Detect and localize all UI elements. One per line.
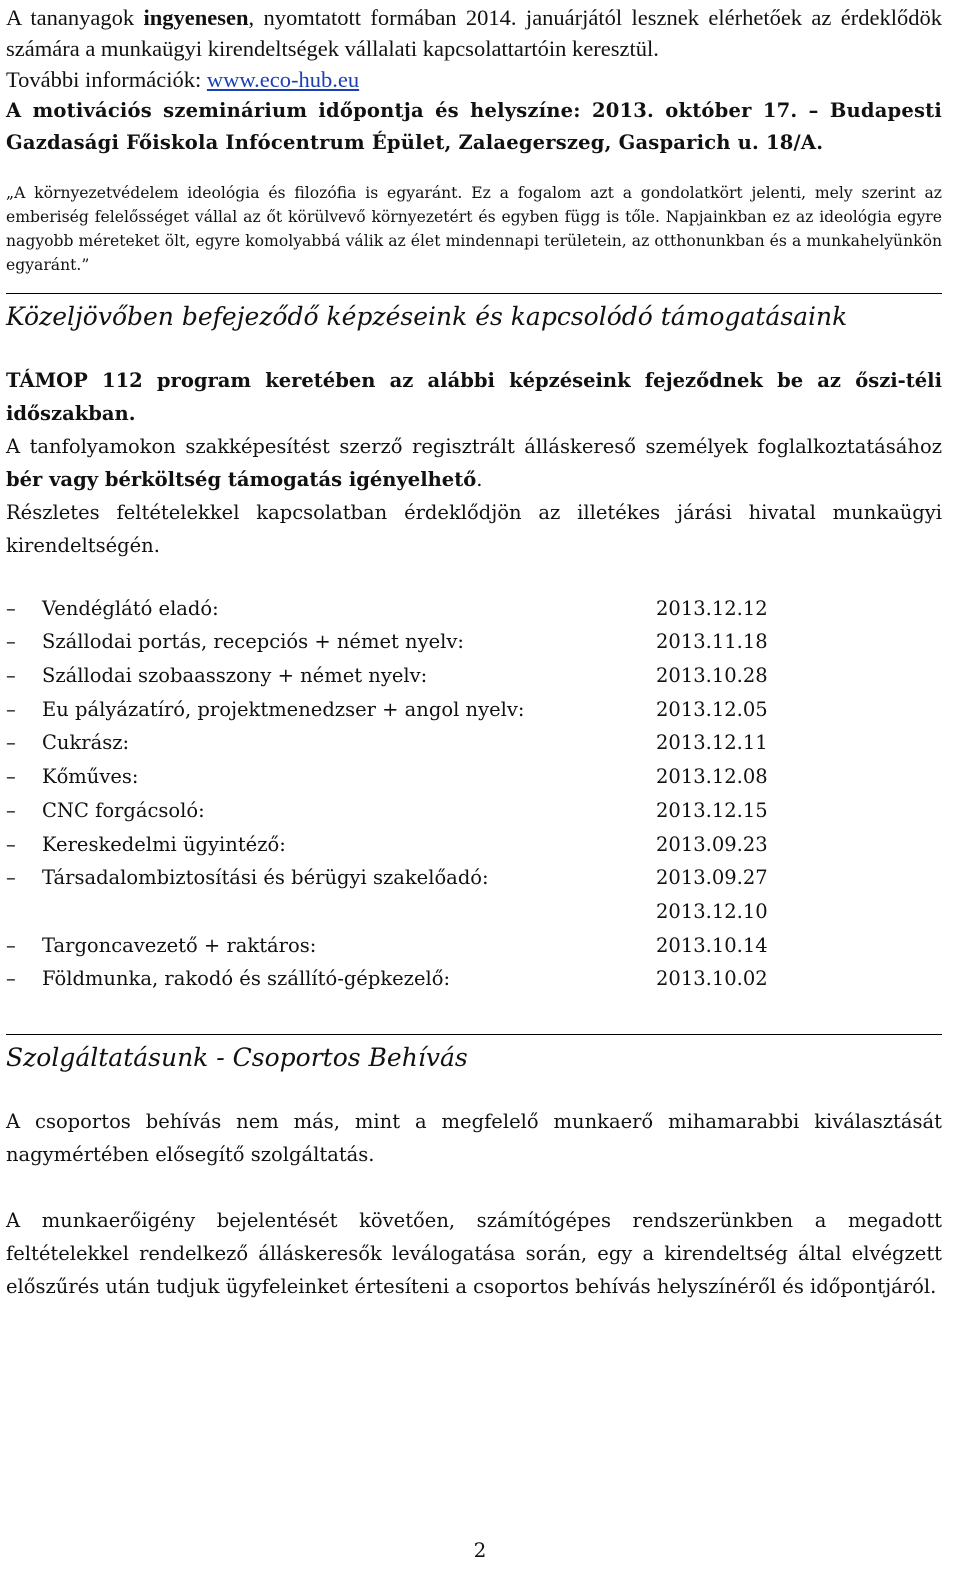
environment-quote: „A környezetvédelem ideológia és filozófia is egyaránt. Ez a fogalom azt a gondolatkört jelenti, mely szerint az emberiség felelősséget vállal az őt körülvevő környezetért és egyben függ is tőle. Napjainkban ez az ideológia egyre nagyobb méreteket ölt, egyre komolyabbá válik az élet mindennapi területein, az otthonunkban és a munkahelyünkön egyaránt.” [6,184,942,274]
document-page [6,0,942,1303]
list-item: – Eu pályázatíró, projektmenedzser + angol nyelv: 2013.12.05 [6,697,768,721]
service-paragraph: A munkaerőigény bejelentését követően, számítógépes rendszerünkben a megadott feltételekkel rendelkező álláskeresők leválogatása során, egy a kirendeltség által elvégzett előszűrés után tudjuk ügyfeleinket értesíteni a csoportos behívás helyszínéről és időpontjáról. [6,1209,942,1299]
info-link[interactable]: www.eco-hub.eu [206,67,360,92]
details-paragraph: Részletes feltételekkel kapcsolatban érdeklődjön az illetékes járási hivatal munkaügyi kirendeltségén. [6,500,942,557]
list-item: – Társadalombiztosítási és bérügyi szakelőadó: 2013.09.27 [6,866,768,890]
service-section [6,1105,942,1303]
intro-paragraph: A tananyagok ingyenesen, nyomtatott formában 2014. januárjától lesznek elérhetőek az érdeklődök számára a munkaügyi kirendeltségek vállalati kapcsolattartóin keresztül. [6,5,942,61]
service-paragraph: A csoportos behívás nem más, mint a megfelelő munkaerő mihamarabbi kiválasztását nagymértében elősegítő szolgáltatás. [6,1110,942,1167]
section-divider [6,1034,942,1035]
list-item: – Kereskedelmi ügyintéző: 2013.09.23 [6,832,768,856]
courses-section [6,364,942,562]
list-item: – Földmunka, rakodó és szállító-gépkezelő: 2013.10.02 [6,967,768,991]
course-list [6,592,942,996]
list-item: – Cukrász: 2013.12.11 [6,731,768,755]
support-paragraph: A tanfolyamokon szakképesítést szerző regisztrált álláskereső személyek foglalkoztatásához bér vagy bérköltség támogatás igényelhető. [6,434,942,491]
intro-bold-word: ingyenesen [143,5,249,30]
service-heading: Szolgáltatásunk - Csoportos Behívás [6,1043,468,1073]
seminar-info: A motivációs szeminárium időpontja és helyszíne: 2013. október 17. – Budapesti Gazdasági Főiskola Infócentrum Épület, Zalaegerszeg, Gasparich u. 18/A. [6,99,942,154]
list-item: 2013.12.10 [656,899,768,923]
page-number: 2 [473,1538,487,1562]
courses-heading: Közeljövőben befejeződő képzéseink és kapcsolódó támogatásaink [6,301,848,331]
info-label: További információk: [6,67,207,92]
tamop-paragraph: TÁMOP 112 program keretében az alábbi képzéseink fejeződnek be az őszi-téli időszakban. [6,368,942,425]
info-line [6,64,942,95]
list-item: – Vendéglátó eladó: 2013.12.12 [6,596,768,620]
list-item: – Szállodai szobaasszony + német nyelv: 2013.10.28 [6,664,768,687]
list-item: – Kőműves: 2013.12.08 [6,765,768,789]
support-bold: bér vagy bérköltség támogatás igényelhető [6,467,477,491]
list-item: – Szállodai portás, recepciós + német nyelv: 2013.11.18 [6,630,768,654]
list-item: – CNC forgácsoló: 2013.12.15 [6,798,768,822]
section-divider [6,293,942,294]
intro-section [6,2,942,159]
list-item: – Targoncavezető + raktáros: 2013.10.14 [6,933,768,957]
